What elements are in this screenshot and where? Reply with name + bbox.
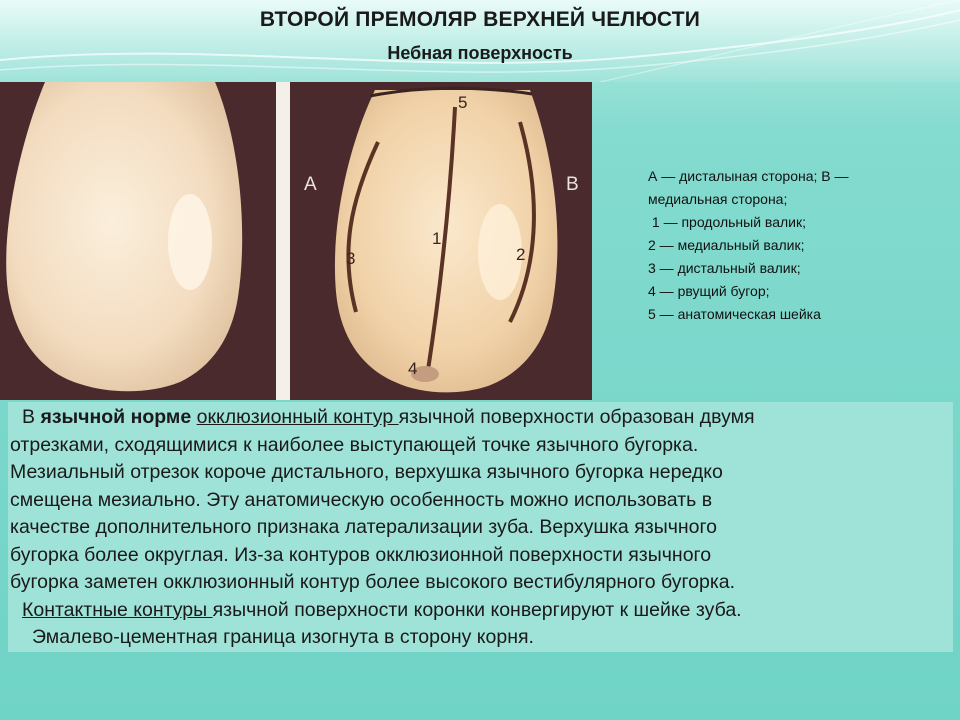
tooth-left-highlight: [168, 194, 212, 290]
legend-line: 1 — продольный валик;: [648, 214, 806, 230]
label-5: 5: [458, 93, 468, 112]
legend-line: 2 — медиальный валик;: [648, 237, 805, 253]
paragraph-line: бугорка более округлая. Из-за контуров окклюзионной поверхности язычного: [10, 543, 712, 566]
paragraph-line: качестве дополнительного признака латерализации зуба. Верхушка язычного: [10, 516, 718, 538]
bold-term: язычной норме: [40, 406, 192, 428]
tooth-photo: [0, 82, 592, 400]
legend-line: А — дисталыная сторона; В —: [648, 168, 849, 184]
label-a: A: [304, 174, 317, 195]
description-paragraph: [8, 402, 953, 652]
slide-title: ВТОРОЙ ПРЕМОЛЯР ВЕРХНЕЙ ЧЕЛЮСТИ: [259, 8, 701, 31]
legend-line: 4 — рвущий бугор;: [648, 283, 770, 299]
text-fragment: язычной поверхности образован двумя: [398, 406, 755, 428]
text-fragment: В: [22, 406, 41, 428]
underlined-term: Контактные контуры: [22, 598, 213, 621]
paragraph-line: Эмалево-цементная граница изогнута в сторону корня.: [32, 626, 534, 648]
legend-line: медиальная сторона;: [648, 191, 788, 207]
paragraph-line: [10, 597, 953, 625]
text-fragment: язычной поверхности коронки конвергируют к шейке зуба.: [212, 598, 742, 621]
figure-legend: [648, 165, 948, 326]
paragraph-line: бугорка заметен окклюзионный контур более высокого вестибулярного бугорка.: [10, 571, 736, 593]
slide-header: [0, 0, 960, 82]
label-4: 4: [408, 359, 418, 378]
paragraph-line: отрезками, сходящимися к наиболее выступающей точке язычного бугорка.: [10, 433, 699, 456]
slide-subtitle: Небная поверхность: [387, 43, 573, 63]
paragraph-line: [10, 404, 953, 432]
paragraph-line: смещена мезиально. Эту анатомическую особенность можно использовать в: [10, 488, 713, 511]
label-3: 3: [346, 249, 356, 268]
label-2: 2: [516, 245, 526, 264]
legend-line: 5 — анатомическая шейка: [648, 306, 821, 322]
tooth-illustration: [0, 82, 592, 400]
underlined-term: окклюзионный контур: [196, 406, 399, 428]
paragraph-line: Мезиальный отрезок короче дистального, верхушка язычного бугорка нередко: [10, 461, 723, 483]
photo-divider: [276, 82, 290, 400]
legend-line: 3 — дистальный валик;: [648, 260, 801, 276]
label-1: 1: [432, 229, 442, 248]
label-b: B: [566, 174, 579, 195]
